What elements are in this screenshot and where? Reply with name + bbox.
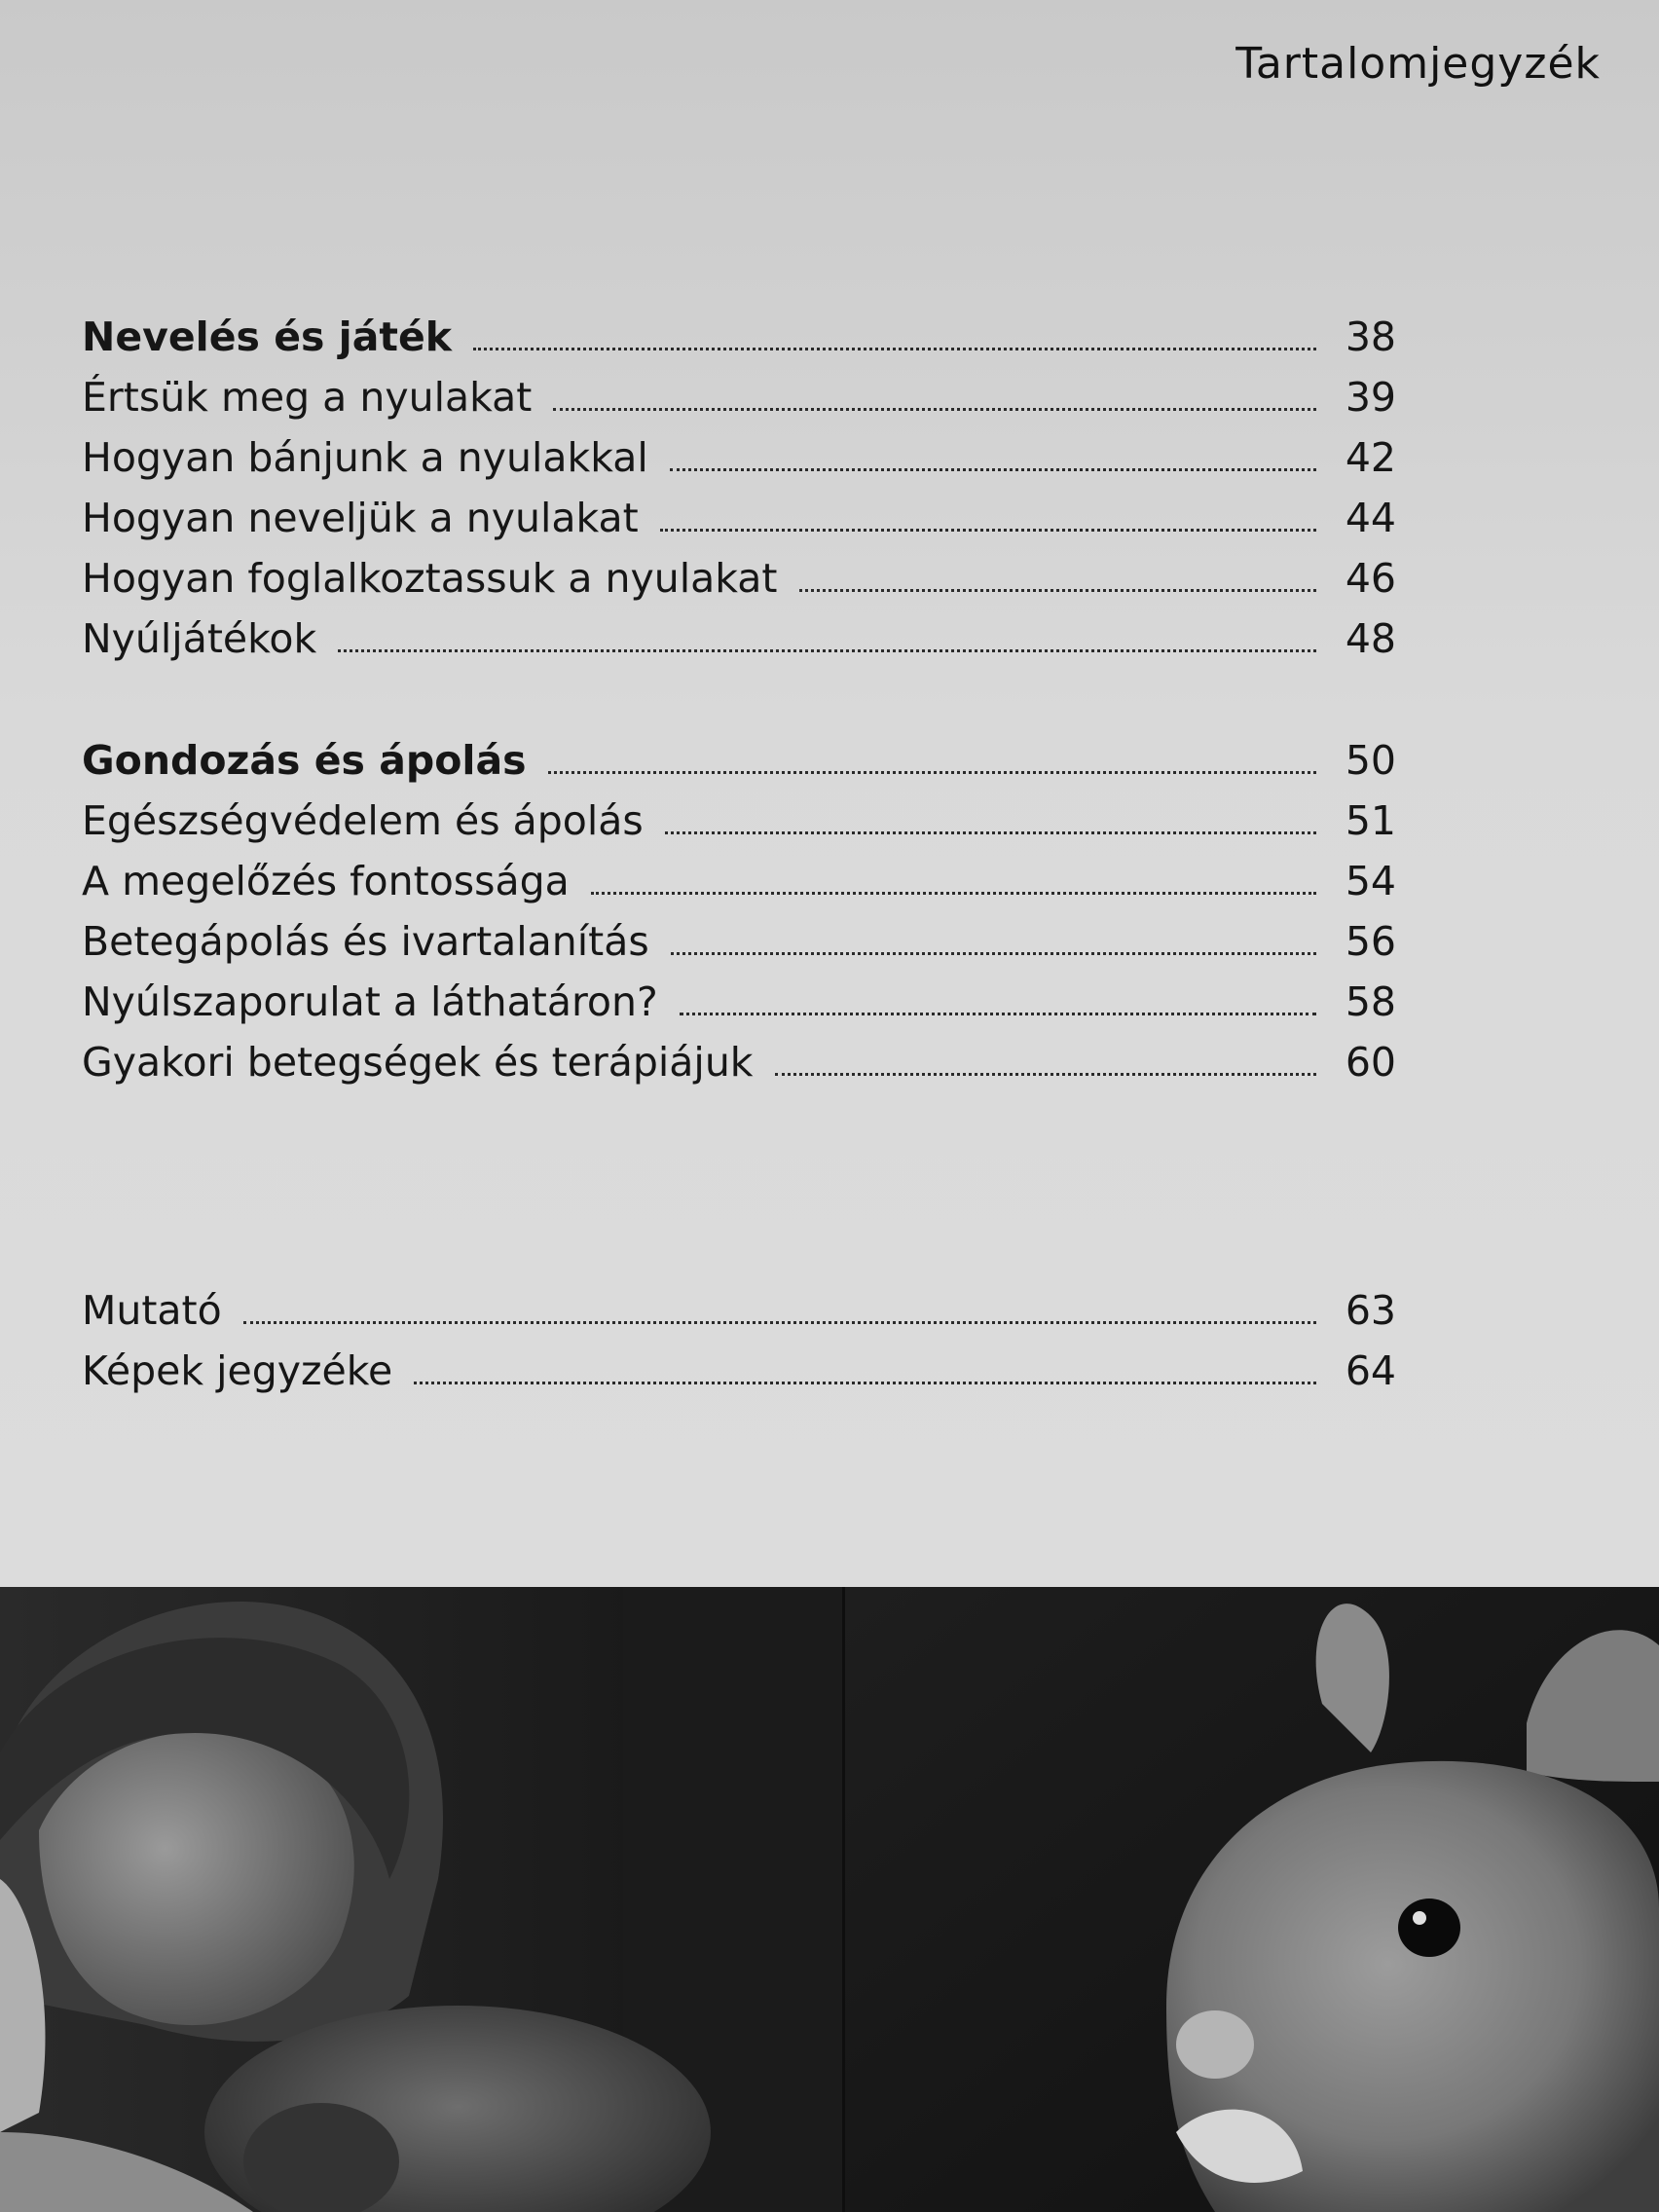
toc-entry-page: 64 [1345, 1347, 1396, 1394]
toc-entry-page: 46 [1345, 555, 1396, 602]
toc-entry-page: 54 [1345, 858, 1396, 904]
toc-entry[interactable] [82, 495, 1396, 555]
toc-entry-page: 44 [1345, 495, 1396, 541]
toc-entry[interactable] [82, 1347, 1396, 1408]
toc-entry[interactable] [82, 737, 1396, 797]
dot-leader [775, 1073, 1316, 1076]
toc-entry[interactable] [82, 313, 1396, 374]
toc-entry[interactable] [82, 918, 1396, 978]
toc-entry-title: Gyakori betegségek és terápiájuk [82, 1039, 754, 1086]
dot-leader [799, 589, 1317, 592]
toc-entry-title: Gondozás és ápolás [82, 737, 527, 784]
dot-leader [671, 952, 1316, 955]
dot-leader [665, 831, 1316, 834]
toc-entry[interactable] [82, 555, 1396, 615]
toc-entry[interactable] [82, 615, 1396, 676]
dot-leader [591, 892, 1316, 895]
toc-entry-title: Nyúlszaporulat a láthatáron? [82, 978, 658, 1025]
toc-entry-title: Mutató [82, 1287, 222, 1334]
toc-entry[interactable] [82, 1287, 1396, 1347]
child-with-rabbit-icon [0, 1587, 842, 2212]
toc-entry[interactable] [82, 978, 1396, 1039]
dot-leader [414, 1382, 1316, 1384]
dot-leader [660, 529, 1316, 532]
toc-entry-page: 50 [1345, 737, 1396, 784]
dot-leader [680, 1013, 1316, 1015]
toc-section-2 [82, 737, 1396, 1099]
toc-entry[interactable] [82, 434, 1396, 495]
photo-strip [0, 1587, 1659, 2212]
toc-entry-page: 58 [1345, 978, 1396, 1025]
toc-entry-title: Értsük meg a nyulakat [82, 374, 533, 421]
dot-leader [553, 408, 1316, 411]
dot-leader [548, 771, 1316, 774]
toc-entry-page: 38 [1345, 313, 1396, 360]
toc-entry-title: Nyúljátékok [82, 615, 317, 662]
toc-entry-title: Nevelés és játék [82, 313, 453, 360]
child-with-rabbit-photo [0, 1587, 842, 2212]
toc-entry-page: 60 [1345, 1039, 1396, 1086]
toc-entry[interactable] [82, 1039, 1396, 1099]
toc-entry-title: Hogyan foglalkoztassuk a nyulakat [82, 555, 778, 602]
dot-leader [670, 468, 1316, 471]
toc-entry[interactable] [82, 797, 1396, 858]
toc-entry-title: Képek jegyzéke [82, 1347, 393, 1394]
toc-entry-title: Betegápolás és ivartalanítás [82, 918, 649, 965]
toc-entry-page: 56 [1345, 918, 1396, 965]
dot-leader [338, 649, 1316, 652]
toc-section-1 [82, 313, 1396, 676]
dot-leader [243, 1321, 1316, 1324]
toc-entry-page: 63 [1345, 1287, 1396, 1334]
toc-entry-title: A megelőzés fontossága [82, 858, 570, 904]
toc-entry-page: 42 [1345, 434, 1396, 481]
toc-entry-title: Hogyan bánjunk a nyulakkal [82, 434, 648, 481]
dot-leader [473, 348, 1316, 350]
toc-entry-page: 48 [1345, 615, 1396, 662]
toc-entry[interactable] [82, 858, 1396, 918]
toc-entry-page: 51 [1345, 797, 1396, 844]
rabbit-portrait-photo [845, 1587, 1659, 2212]
toc-entry[interactable] [82, 374, 1396, 434]
page-title: Tartalomjegyzék [1235, 39, 1601, 89]
toc-section-3 [82, 1287, 1396, 1408]
toc-entry-page: 39 [1345, 374, 1396, 421]
rabbit-portrait-icon [845, 1587, 1659, 2212]
toc-entry-title: Hogyan neveljük a nyulakat [82, 495, 639, 541]
toc-entry-title: Egészségvédelem és ápolás [82, 797, 644, 844]
